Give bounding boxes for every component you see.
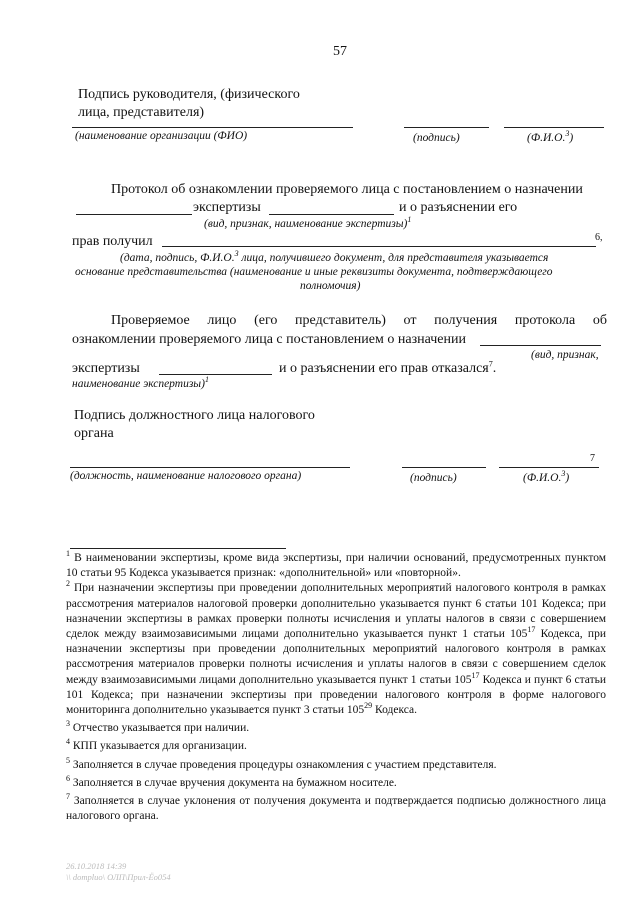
org-signature-line <box>72 127 353 128</box>
protocol-blank-2 <box>269 214 394 215</box>
footnote-separator <box>70 548 286 549</box>
refusal-blank-1 <box>480 345 601 346</box>
official-position-line <box>70 467 350 468</box>
refusal-blank-2 <box>159 374 272 375</box>
footnote-3: $^3$ Отчество указывается при наличии. <box>66 719 250 735</box>
protocol-line2-tail: и о разъяснении его <box>399 200 518 215</box>
fio-line <box>504 127 604 128</box>
refusal-line2: ознакомлении проверяемого лица с постановлением о назначении <box>72 332 466 347</box>
official-sign-caption: (подпись) <box>410 472 457 484</box>
footnote-6: $^6$ Заполняется в случае вручения документа на бумажном носителе. <box>66 774 397 789</box>
head-sign-title-line2: лица, представителя) <box>78 105 205 120</box>
official-sign-title-line1: Подпись должностного лица налогового <box>74 408 315 423</box>
protocol-received-label: прав получил <box>72 234 153 249</box>
official-signature-line <box>402 467 486 468</box>
footnote-1: $^1$ В наименовании экспертизы, кроме вида экспертизы, при наличии оснований, предусмотренных пунктом 10 статьи 95 Кодекса указывается признак: «дополнительной» или «повторной». <box>66 549 606 580</box>
protocol-expertise-caption: (вид, признак, наименование экспертизы)$^1$ <box>204 215 412 230</box>
protocol-received-line <box>162 246 596 247</box>
signature-line <box>404 127 489 128</box>
official-fio-line <box>499 467 599 468</box>
footnote-4: $^4$ КПП указывается для организации. <box>66 737 247 753</box>
protocol-line1: Протокол об ознакомлении проверяемого лица с постановлением о назначении <box>111 182 583 197</box>
protocol-blank-1 <box>76 214 192 215</box>
org-caption: (наименование организации (ФИО) <box>75 130 248 142</box>
footnote-7: $^7$ Заполняется в случае уклонения от получения документа и подтверждается подписью должностного лица налогового органа. <box>66 792 606 823</box>
scan-stamp-line2: \\ dompluo\ ОЛП\Прил-Ёо054 <box>66 872 171 882</box>
refusal-expertise-word: экспертизы <box>72 361 140 376</box>
refusal-line3-tail: и о разъяснении его прав отказался$^7$. <box>279 359 497 376</box>
protocol-caption-line2: основание представительства (наименование и иные реквизиты документа, подтверждающего <box>75 266 553 278</box>
protocol-caption-line1: (дата, подпись, Ф.И.О.$^3$ лица, получившего документ, для представителя указывается <box>120 249 549 264</box>
footnote-5: $^5$ Заполняется в случае проведения процедуры ознакомления с участием представителя. <box>66 755 497 771</box>
sign-caption: (подпись) <box>413 132 460 144</box>
official-sign-title-line2: органа <box>74 426 114 441</box>
refusal-caption-2: наименование экспертизы)$^1$ <box>72 375 209 390</box>
footnote-2: $^2$ При назначении экспертизы при проведении дополнительных мероприятий налогового контроля в рамках рассмотрения материалов налоговой проверки дополнительно указывается пункт 6 статьи 101 Кодекса; при назначении экспертизы в рамках проверки полноты исчисления и уплаты налогов в связи с совершением сделок между взаимозависимыми лицами дополнительно указывается пункт 1 статьи $105^{17}$ Кодекса, при назначении экспертизы при проведении дополнительных мероприятий налогового контроля в рамках рассмотрения материалов проверки полноты исчисления и уплаты налогов в связи с совершением сделок между взаимозависимыми лицами дополнительно указывается пункт 1 статьи $105^{17}$ Кодекса и пункт 6 статьи 101 Кодекса; при назначении экспертизы при проведении налогового контроля в форме налогового мониторинга дополнительно указывается пункт 3 статьи $105^{29}$ Кодекса. <box>66 579 607 717</box>
refusal-line1: Проверяемое лицо (его представитель) от получения протокола об <box>111 313 607 328</box>
official-sign-sup: 7 <box>590 453 595 464</box>
fio-caption: (Ф.И.О.$^3$) <box>527 129 574 144</box>
official-fio-caption: (Ф.И.О.$^3$) <box>523 469 570 484</box>
head-sign-title-line1: Подпись руководителя, (физического <box>78 87 300 102</box>
scan-stamp-line1: 26.10.2018 14:39 <box>66 861 127 871</box>
protocol-caption-line3: полномочия) <box>300 280 361 292</box>
footnotes <box>66 551 606 824</box>
official-position-caption: (должность, наименование налогового органа) <box>70 470 302 482</box>
protocol-received-sup: 6, <box>595 232 603 243</box>
protocol-expertise-word: экспертизы <box>193 200 261 215</box>
refusal-caption-1: (вид, признак, <box>531 349 599 361</box>
page-number: 57 <box>333 44 347 59</box>
